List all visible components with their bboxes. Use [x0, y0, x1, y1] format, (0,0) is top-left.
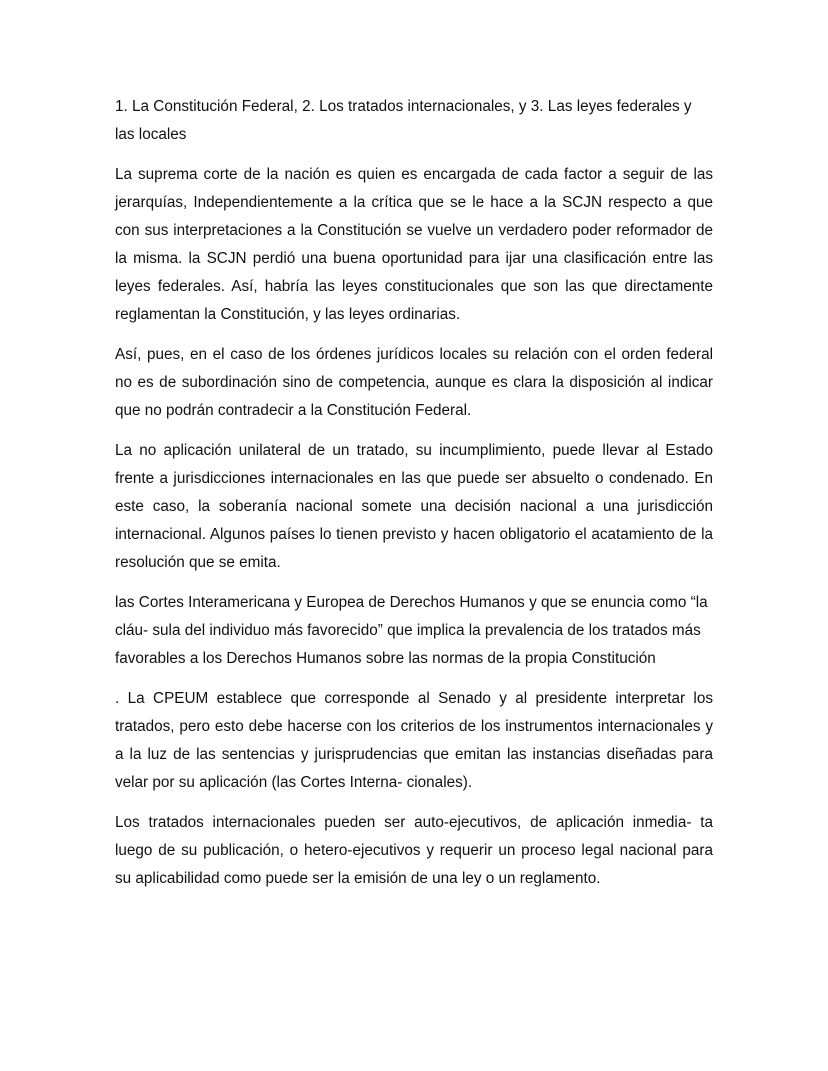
- paragraph-local-orders: Así, pues, en el caso de los órdenes jurídicos locales su relación con el orden federal no es de subordinación sino de competencia, aunque es clara la disposición al indicar que no podrán contradecir a la Constitución Federal.: [115, 346, 713, 419]
- paragraph-cpeum: . La CPEUM establece que corresponde al Senado y al presidente interpretar los tratados, pero esto debe hacerse con los criterios de los instrumentos internacionales y a la luz de las sentencias y jurisprudencias que emitan las instancias diseñadas para velar por su aplicación (las Cortes Interna- cionales).: [115, 690, 713, 791]
- paragraph-treaty-non-application: La no aplicación unilateral de un tratado, su incumplimiento, puede llevar al Estado frente a jurisdicciones internacionales en las que puede ser absuelto o condenado. En este caso, la soberanía nacional somete una decisión nacional a una jurisdicción internacional. Algunos países lo tienen previsto y hacen obligatorio el acatamiento de la resolución que se emita.: [115, 442, 713, 571]
- paragraph-scjn: La suprema corte de la nación es quien es encargada de cada factor a seguir de las jerarquías, Independientemente a la crítica que se le hace a la SCJN respecto a que con sus interpretaciones a la Constitución se vuelve un verdadero poder reformador de la misma. la SCJN perdió una buena oportunidad para ijar una clasificación entre las leyes federales. Así, habría las leyes constitucionales que son las que directamente reglamentan la Constitución, y las leyes ordinarias.: [115, 166, 713, 323]
- paragraph-hierarchy-list: 1. La Constitución Federal, 2. Los tratados internacionales, y 3. Las leyes federales y las locales: [115, 98, 692, 143]
- document-page: [115, 93, 713, 905]
- paragraph-self-executing-treaties: Los tratados internacionales pueden ser auto-ejecutivos, de aplicación inmedia- ta luego de su publicación, o hetero-ejecutivos y requerir un proceso legal nacional para su aplicabilidad como puede ser la emisión de una ley o un reglamento.: [115, 814, 713, 887]
- paragraph-human-rights-courts: las Cortes Interamericana y Europea de Derechos Humanos y que se enuncia como “la cláu- sula del individuo más favorecido” que implica la prevalencia de los tratados más favorables a los Derechos Humanos sobre las normas de la propia Constitución: [115, 594, 708, 667]
